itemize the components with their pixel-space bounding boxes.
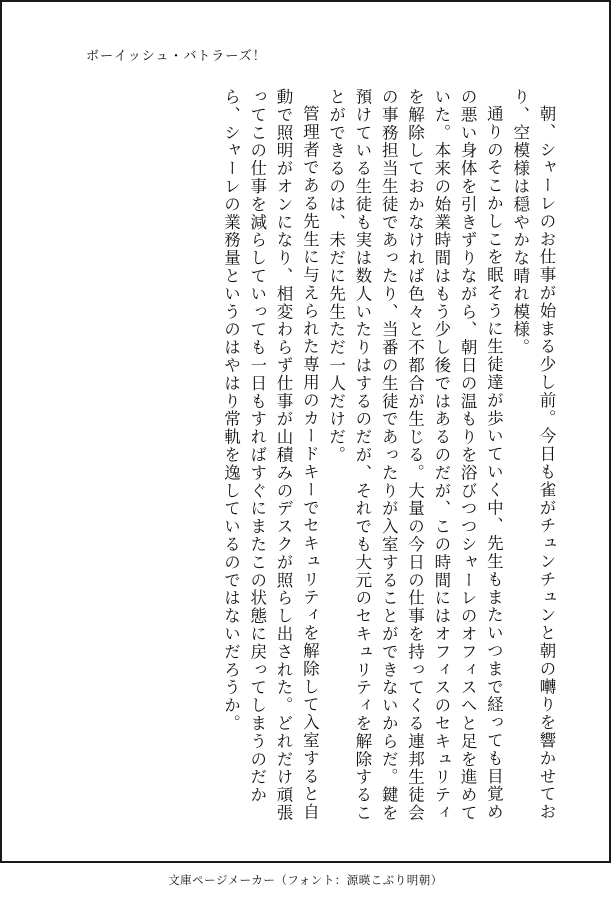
paragraph: 朝、シャーレのお仕事が始まる少し前。今日も雀がチュンチュンと朝の囀りを響かせており、空模様は穏やかな晴れ模様。 xyxy=(510,88,556,821)
paragraph: 管理者である先生に与えられた専用のカードキーでセキュリティを解除して入室すると自動で照明がオンになり、相変わらず仕事が山積みのデスクが照らし出された。どれだけ頑張ってこの仕事を減らしていっても一日もすればすぐにまたこの状態に戻ってしまうのだから、シャーレの業務量というのはやはり常軌を逸しているのではないだろうか。 xyxy=(221,88,320,822)
book-title: ボーイッシュ・バトラーズ！ xyxy=(86,49,267,64)
vertical-body-text xyxy=(89,88,559,824)
paragraph: 通りのそこかしこを眠そうに生徒達が歩いていく中、先生もまたいつまで経っても目覚めの悪い身体を引きずりながら、朝日の温もりを浴びつつシャーレのオフィスへと足を進めていた。本来の始業時間はもう少し後ではあるのだが、この時間にはオフィスのセキュリティを解除しておかなければ色々と不都合が生じる。大量の今日の仕事を持ってくる連邦生徒会の事務担当生徒であったり、当番の生徒であったりが入室することができないからだ。鍵を預けている生徒も実は数人いたりはするのだが、それでも大元のセキュリティを解除することができるのは、未だに先生ただ一人だけだ。 xyxy=(326,88,504,822)
footer-credit: 文庫ページメーカー（フォント：源暎こぶり明朝） xyxy=(168,873,443,887)
